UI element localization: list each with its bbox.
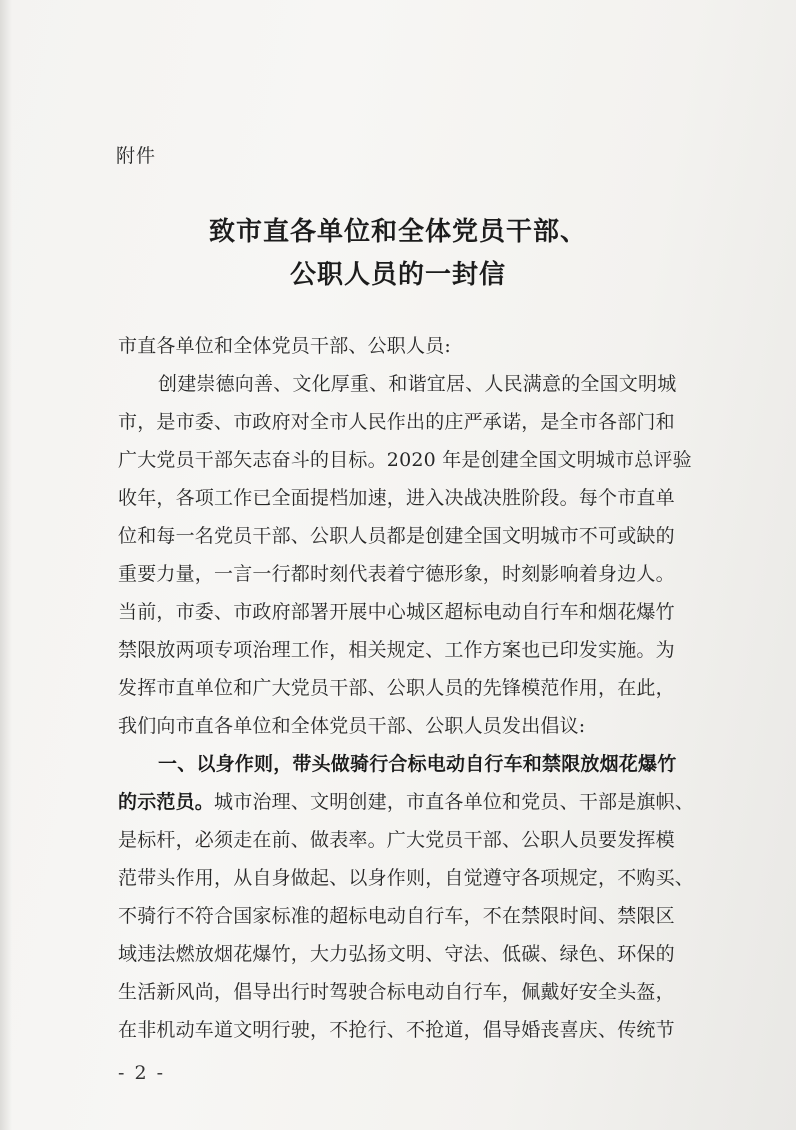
paragraph-1-line: 当前，市委、市政府部署开展中心城区超标电动自行车和烟花爆竹: [118, 601, 675, 623]
attachment-label: 附件: [116, 145, 157, 167]
paragraph-2-line: 不骑行不符合国家标准的超标电动自行车，不在禁限时间、禁限区: [118, 905, 675, 927]
section-1-heading: 一、以身作则，带头做骑行合标电动自行车和禁限放烟花爆竹: [158, 753, 677, 775]
paragraph-1-line: 重要力量，一言一行都时刻代表着宁德形象，时刻影响着身边人。: [118, 563, 675, 585]
paragraph-2-text: 城市治理、文明创建，市直各单位和党员、干部是旗帜、: [214, 791, 695, 813]
section-1-heading-end: 的示范员。: [118, 791, 215, 813]
paragraph-1-line: 发挥市直单位和广大党员干部、公职人员的先锋模范作用，在此，: [118, 677, 675, 699]
paragraph-1-line: 广大党员干部矢志奋斗的目标。2020 年是创建全国文明城市总评验: [118, 449, 692, 471]
page-number: - 2 -: [118, 1062, 166, 1084]
paragraph-1-line: 市，是市委、市政府对全市人民作出的庄严承诺，是全市各部门和: [118, 411, 675, 433]
paragraph-2-line: 在非机动车道文明行驶，不抢行、不抢道，倡导婚丧喜庆、传统节: [118, 1019, 675, 1041]
paragraph-1-line: 收年，各项工作已全面提档加速，进入决战决胜阶段。每个市直单: [118, 487, 675, 509]
letter-title-line-1: 致市直各单位和全体党员干部、: [208, 217, 587, 247]
paragraph-2-line: 是标杆，必须走在前、做表率。广大党员干部、公职人员要发挥模: [118, 829, 675, 851]
salutation: 市直各单位和全体党员干部、公职人员:: [118, 335, 452, 357]
paragraph-2-line: [118, 787, 694, 814]
paragraph-1-line: 创建崇德向善、文化厚重、和谐宜居、人民满意的全国文明城: [158, 373, 677, 395]
page-edge-shadow: [0, 0, 12, 1130]
paragraph-1-line: 位和每一名党员干部、公职人员都是创建全国文明城市不可或缺的: [118, 525, 675, 547]
paragraph-2-line: 域违法燃放烟花爆竹，大力弘扬文明、守法、低碳、绿色、环保的: [118, 943, 675, 965]
paragraph-2-line: 生活新风尚，倡导出行时驾驶合标电动自行车，佩戴好安全头盔，: [118, 981, 675, 1003]
letter-title-line-2: 公职人员的一封信: [289, 260, 506, 290]
paragraph-1-line: 禁限放两项专项治理工作，相关规定、工作方案也已印发实施。为: [118, 639, 675, 661]
paragraph-1-line: 我们向市直各单位和全体党员干部、公职人员发出倡议:: [118, 715, 586, 737]
paragraph-2-line: 范带头作用，从自身做起、以身作则，自觉遵守各项规定，不购买、: [118, 867, 695, 889]
